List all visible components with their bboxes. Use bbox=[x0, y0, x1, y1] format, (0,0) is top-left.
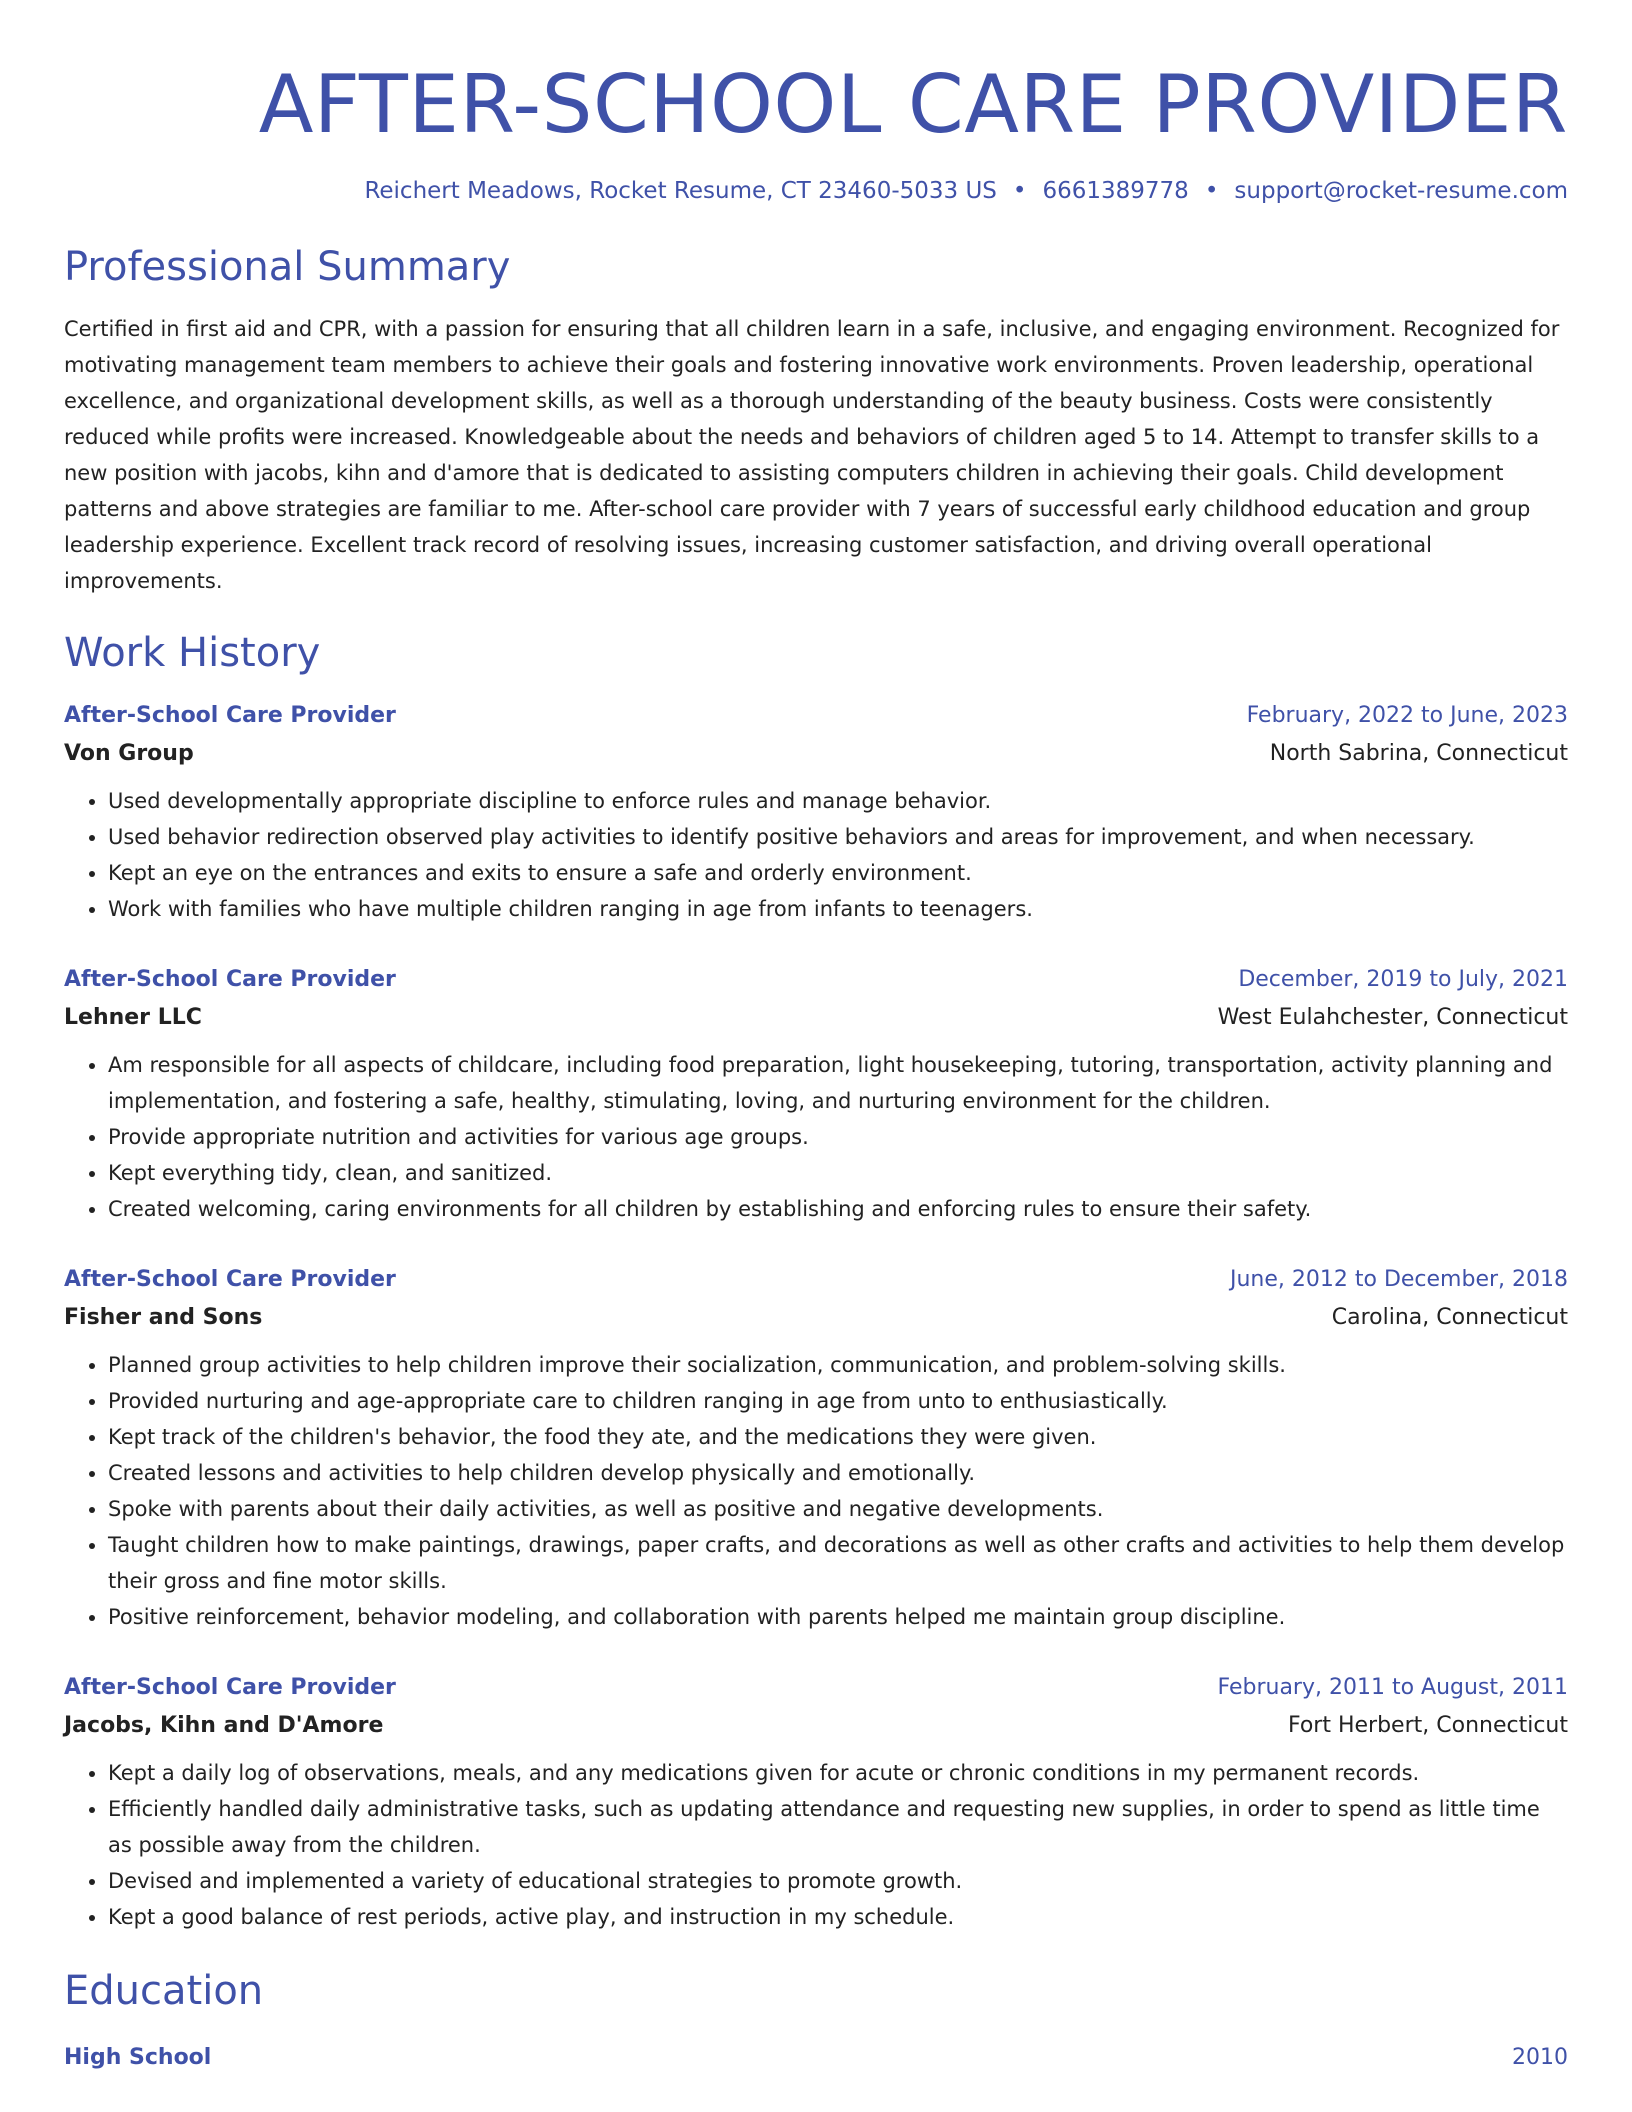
job-company: Jacobs, Kihn and D'Amore bbox=[64, 1713, 384, 1738]
job-dates: February, 2011 to August, 2011 bbox=[1217, 1675, 1568, 1700]
job-location: West Eulahchester, Connecticut bbox=[1217, 1005, 1568, 1030]
resume-name: AFTER-SCHOOL CARE PROVIDER bbox=[258, 58, 1568, 151]
job-bullets bbox=[64, 1347, 1568, 1635]
job-entry bbox=[64, 1261, 1568, 1635]
job-title-row bbox=[64, 1261, 1568, 1299]
job-bullet: • Am responsible for all aspects of childcare, including food preparation, light housekeeping, tutoring, transportation, activity planning and implementation, and fostering a safe, healthy, stimulating, loving, and nurturing environment for the children. bbox=[108, 1047, 1568, 1119]
summary-text: Certified in first aid and CPR, with a passion for ensuring that all children learn in a safe, inclusive, and engaging environment. Recognized for motivating management team members to achieve their goals and fostering innovative work environments. Proven leadership, operational excellence, and organizational development skills, as well as a thorough understanding of the beauty business. Costs were consistently reduced while profits were increased. Knowledgeable about the needs and behaviors of children aged 5 to 14. Attempt to transfer skills to a new position with jacobs, kihn and d'amore that is dedicated to assisting computers children in achieving their goals. Child development patterns and above strategies are familiar to me. After-school care provider with 7 years of successful early childhood education and group leadership experience. Excellent track record of resolving issues, increasing customer satisfaction, and driving overall operational improvements. bbox=[64, 317, 1560, 593]
job-bullet: • Positive reinforcement, behavior modeling, and collaboration with parents helped me maintain group discipline. bbox=[108, 1599, 1568, 1635]
summary-section bbox=[64, 241, 1568, 599]
job-bullet: • Taught children how to make paintings, drawings, paper crafts, and decorations as well as other crafts and activities to help them develop their gross and fine motor skills. bbox=[108, 1527, 1568, 1599]
education-heading: Education bbox=[64, 1968, 264, 2014]
job-bullet: • Kept a good balance of rest periods, active play, and instruction in my schedule. bbox=[108, 1899, 1568, 1935]
job-company: Von Group bbox=[64, 741, 194, 766]
job-bullet: • Used developmentally appropriate discipline to enforce rules and manage behavior. bbox=[108, 783, 1568, 819]
resume-header bbox=[64, 55, 1568, 207]
job-title: After-School Care Provider bbox=[64, 967, 396, 992]
education-row bbox=[64, 2039, 1568, 2077]
job-company-row bbox=[64, 1707, 1568, 1745]
job-bullet: • Planned group activities to help children improve their socialization, communication, and problem-solving skills. bbox=[108, 1347, 1568, 1383]
job-bullet: • Provide appropriate nutrition and activities for various age groups. bbox=[108, 1119, 1568, 1155]
job-bullet: • Kept an eye on the entrances and exits to ensure a safe and orderly environment. bbox=[108, 855, 1568, 891]
job-bullet: • Used behavior redirection observed play activities to identify positive behaviors and areas for improvement, and when necessary. bbox=[108, 819, 1568, 855]
job-bullet: • Provided nurturing and age-appropriate care to children ranging in age from unto to enthusiastically. bbox=[108, 1383, 1568, 1419]
job-title: After-School Care Provider bbox=[64, 703, 396, 728]
job-bullet: • Efficiently handled daily administrative tasks, such as updating attendance and requesting new supplies, in order to spend as little time as possible away from the children. bbox=[108, 1791, 1568, 1863]
job-title-row bbox=[64, 1669, 1568, 1707]
work-history-section bbox=[64, 627, 1568, 1935]
job-bullet: • Created lessons and activities to help children develop physically and emotionally. bbox=[108, 1455, 1568, 1491]
job-bullet: • Spoke with parents about their daily activities, as well as positive and negative developments. bbox=[108, 1491, 1568, 1527]
job-company: Lehner LLC bbox=[64, 1005, 202, 1030]
job-title: After-School Care Provider bbox=[64, 1675, 396, 1700]
job-company: Fisher and Sons bbox=[64, 1305, 263, 1330]
job-location: Carolina, Connecticut bbox=[1331, 1305, 1568, 1330]
job-bullet: • Kept everything tidy, clean, and sanitized. bbox=[108, 1155, 1568, 1191]
job-bullets bbox=[64, 1755, 1568, 1935]
job-entry bbox=[64, 697, 1568, 927]
job-location: Fort Herbert, Connecticut bbox=[1287, 1713, 1568, 1738]
job-dates: February, 2022 to June, 2023 bbox=[1246, 703, 1568, 728]
job-bullets bbox=[64, 1047, 1568, 1227]
job-bullet: • Kept a daily log of observations, meals, and any medications given for acute or chronic conditions in my permanent records. bbox=[108, 1755, 1568, 1791]
job-bullet: • Devised and implemented a variety of educational strategies to promote growth. bbox=[108, 1863, 1568, 1899]
job-company-row bbox=[64, 999, 1568, 1037]
contact-phone: 6661389778 bbox=[1042, 178, 1189, 204]
job-entry bbox=[64, 961, 1568, 1227]
contact-separator: • bbox=[1204, 178, 1219, 204]
job-title: After-School Care Provider bbox=[64, 1267, 396, 1292]
education-year: 2010 bbox=[1512, 2045, 1568, 2070]
job-company-row bbox=[64, 1299, 1568, 1337]
education-degree: High School bbox=[64, 2045, 212, 2070]
contact-email: support@rocket-resume.com bbox=[1234, 178, 1568, 204]
job-title-row bbox=[64, 961, 1568, 999]
job-bullet: • Kept track of the children's behavior, the food they ate, and the medications they were given. bbox=[108, 1419, 1568, 1455]
job-bullets bbox=[64, 783, 1568, 927]
contact-separator: • bbox=[1012, 178, 1027, 204]
job-location: North Sabrina, Connecticut bbox=[1269, 741, 1568, 766]
contact-address: Reichert Meadows, Rocket Resume, CT 23460-5033 US bbox=[364, 178, 997, 204]
job-company-row bbox=[64, 735, 1568, 773]
job-entry bbox=[64, 1669, 1568, 1935]
job-title-row bbox=[64, 697, 1568, 735]
work-history-heading: Work History bbox=[64, 630, 321, 676]
education-section bbox=[64, 1965, 1568, 2077]
job-bullet: • Created welcoming, caring environments for all children by establishing and enforcing rules to ensure their safety. bbox=[108, 1191, 1568, 1227]
job-dates: December, 2019 to July, 2021 bbox=[1238, 967, 1568, 992]
job-bullet: • Work with families who have multiple children ranging in age from infants to teenagers. bbox=[108, 891, 1568, 927]
contact-line bbox=[64, 175, 1568, 207]
summary-heading: Professional Summary bbox=[64, 244, 511, 290]
job-dates: June, 2012 to December, 2018 bbox=[1229, 1267, 1568, 1292]
